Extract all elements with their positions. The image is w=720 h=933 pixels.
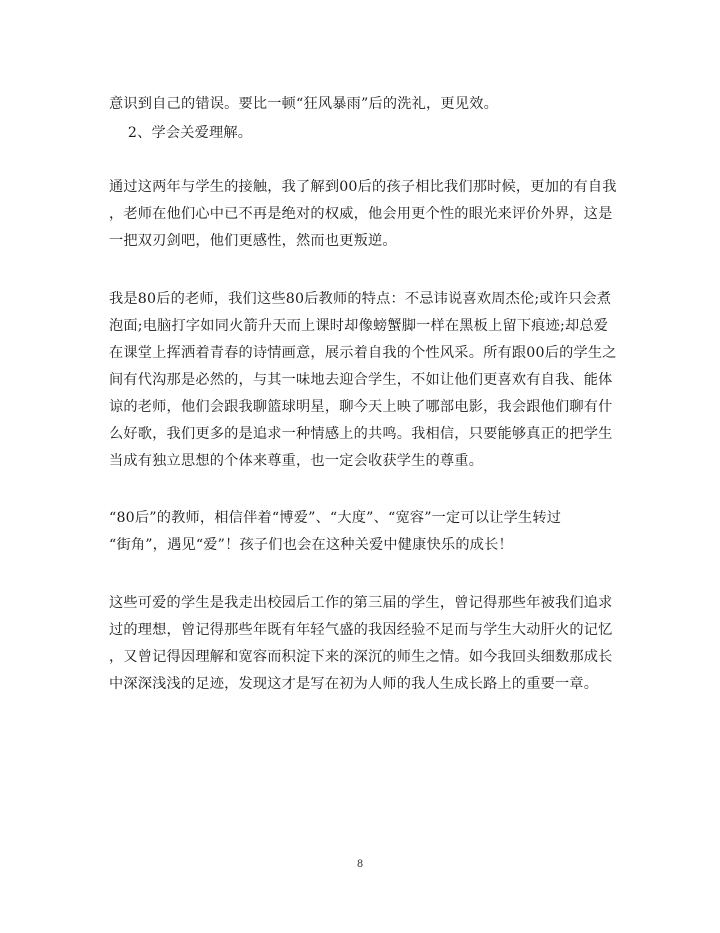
paragraph-line-16: 过的理想，曾记得那些年既有年轻气盛的我因经验不足而与学生大动肝火的记忆 (109, 622, 613, 638)
paragraph-line-11: 么好歌，我们更多的是追求一种情感上的共鸣。我相信，只要能够真正的把学生 (109, 426, 613, 442)
paragraph-line-5: 一把双刃剑吧，他们更感性，然而也更叛逆。 (109, 233, 397, 249)
paragraph-line-12: 当成有独立思想的个体来尊重，也一定会收获学生的尊重。 (109, 453, 484, 469)
paragraph-line-1: 意识到自己的错误。要比一顿“狂风暴雨”后的洗礼，更见效。 (109, 96, 498, 112)
paragraph-line-8: 在课堂上挥洒着青春的诗情画意，展示着自我的个性风采。所有跟00后的学生之 (109, 345, 617, 361)
page-number: 8 (356, 859, 364, 870)
paragraph-line-4: ，老师在他们心中已不再是绝对的权威，他会用更个性的眼光来评价外界，这是 (109, 206, 613, 222)
paragraph-line-18: 中深深浅浅的足迹，发现这才是写在初为人师的我人生成长路上的重要一章。 (109, 676, 599, 692)
paragraph-line-3: 通过这两年与学生的接触，我了解到00后的孩子相比我们那时候，更加的有自我 (109, 179, 617, 195)
paragraph-line-17: ，又曾记得因理解和宽容而积淀下来的深沉的师生之情。如今我回头细数那成长 (109, 649, 613, 665)
paragraph-line-7: 泡面;电脑打字如同火箭升天而上课时却像螃蟹脚一样在黑板上留下痕迹;却总爱 (109, 318, 609, 334)
paragraph-line-9: 间有代沟那是必然的，与其一味地去迎合学生，不如让他们更喜欢有自我、能体 (109, 372, 613, 388)
paragraph-line-6: 我是80后的老师，我们这些80后教师的特点：不忌讳说喜欢周杰伦;或许只会煮 (109, 291, 612, 307)
paragraph-line-10: 谅的老师，他们会跟我聊篮球明星，聊今天上映了哪部电影，我会跟他们聊有什 (109, 399, 613, 415)
paragraph-line-13: “80后”的教师，相信伴着“博爱”、“大度”、“宽容”一定可以让学生转过 (109, 510, 562, 526)
paragraph-line-15: 这些可爱的学生是我走出校园后工作的第三届的学生，曾记得那些年被我们追求 (109, 595, 613, 611)
section-heading: 2、学会关爱理解。 (109, 125, 253, 141)
paragraph-line-14: “街角”，遇见“爱”！孩子们也会在这种关爱中健康快乐的成长！ (109, 537, 513, 553)
